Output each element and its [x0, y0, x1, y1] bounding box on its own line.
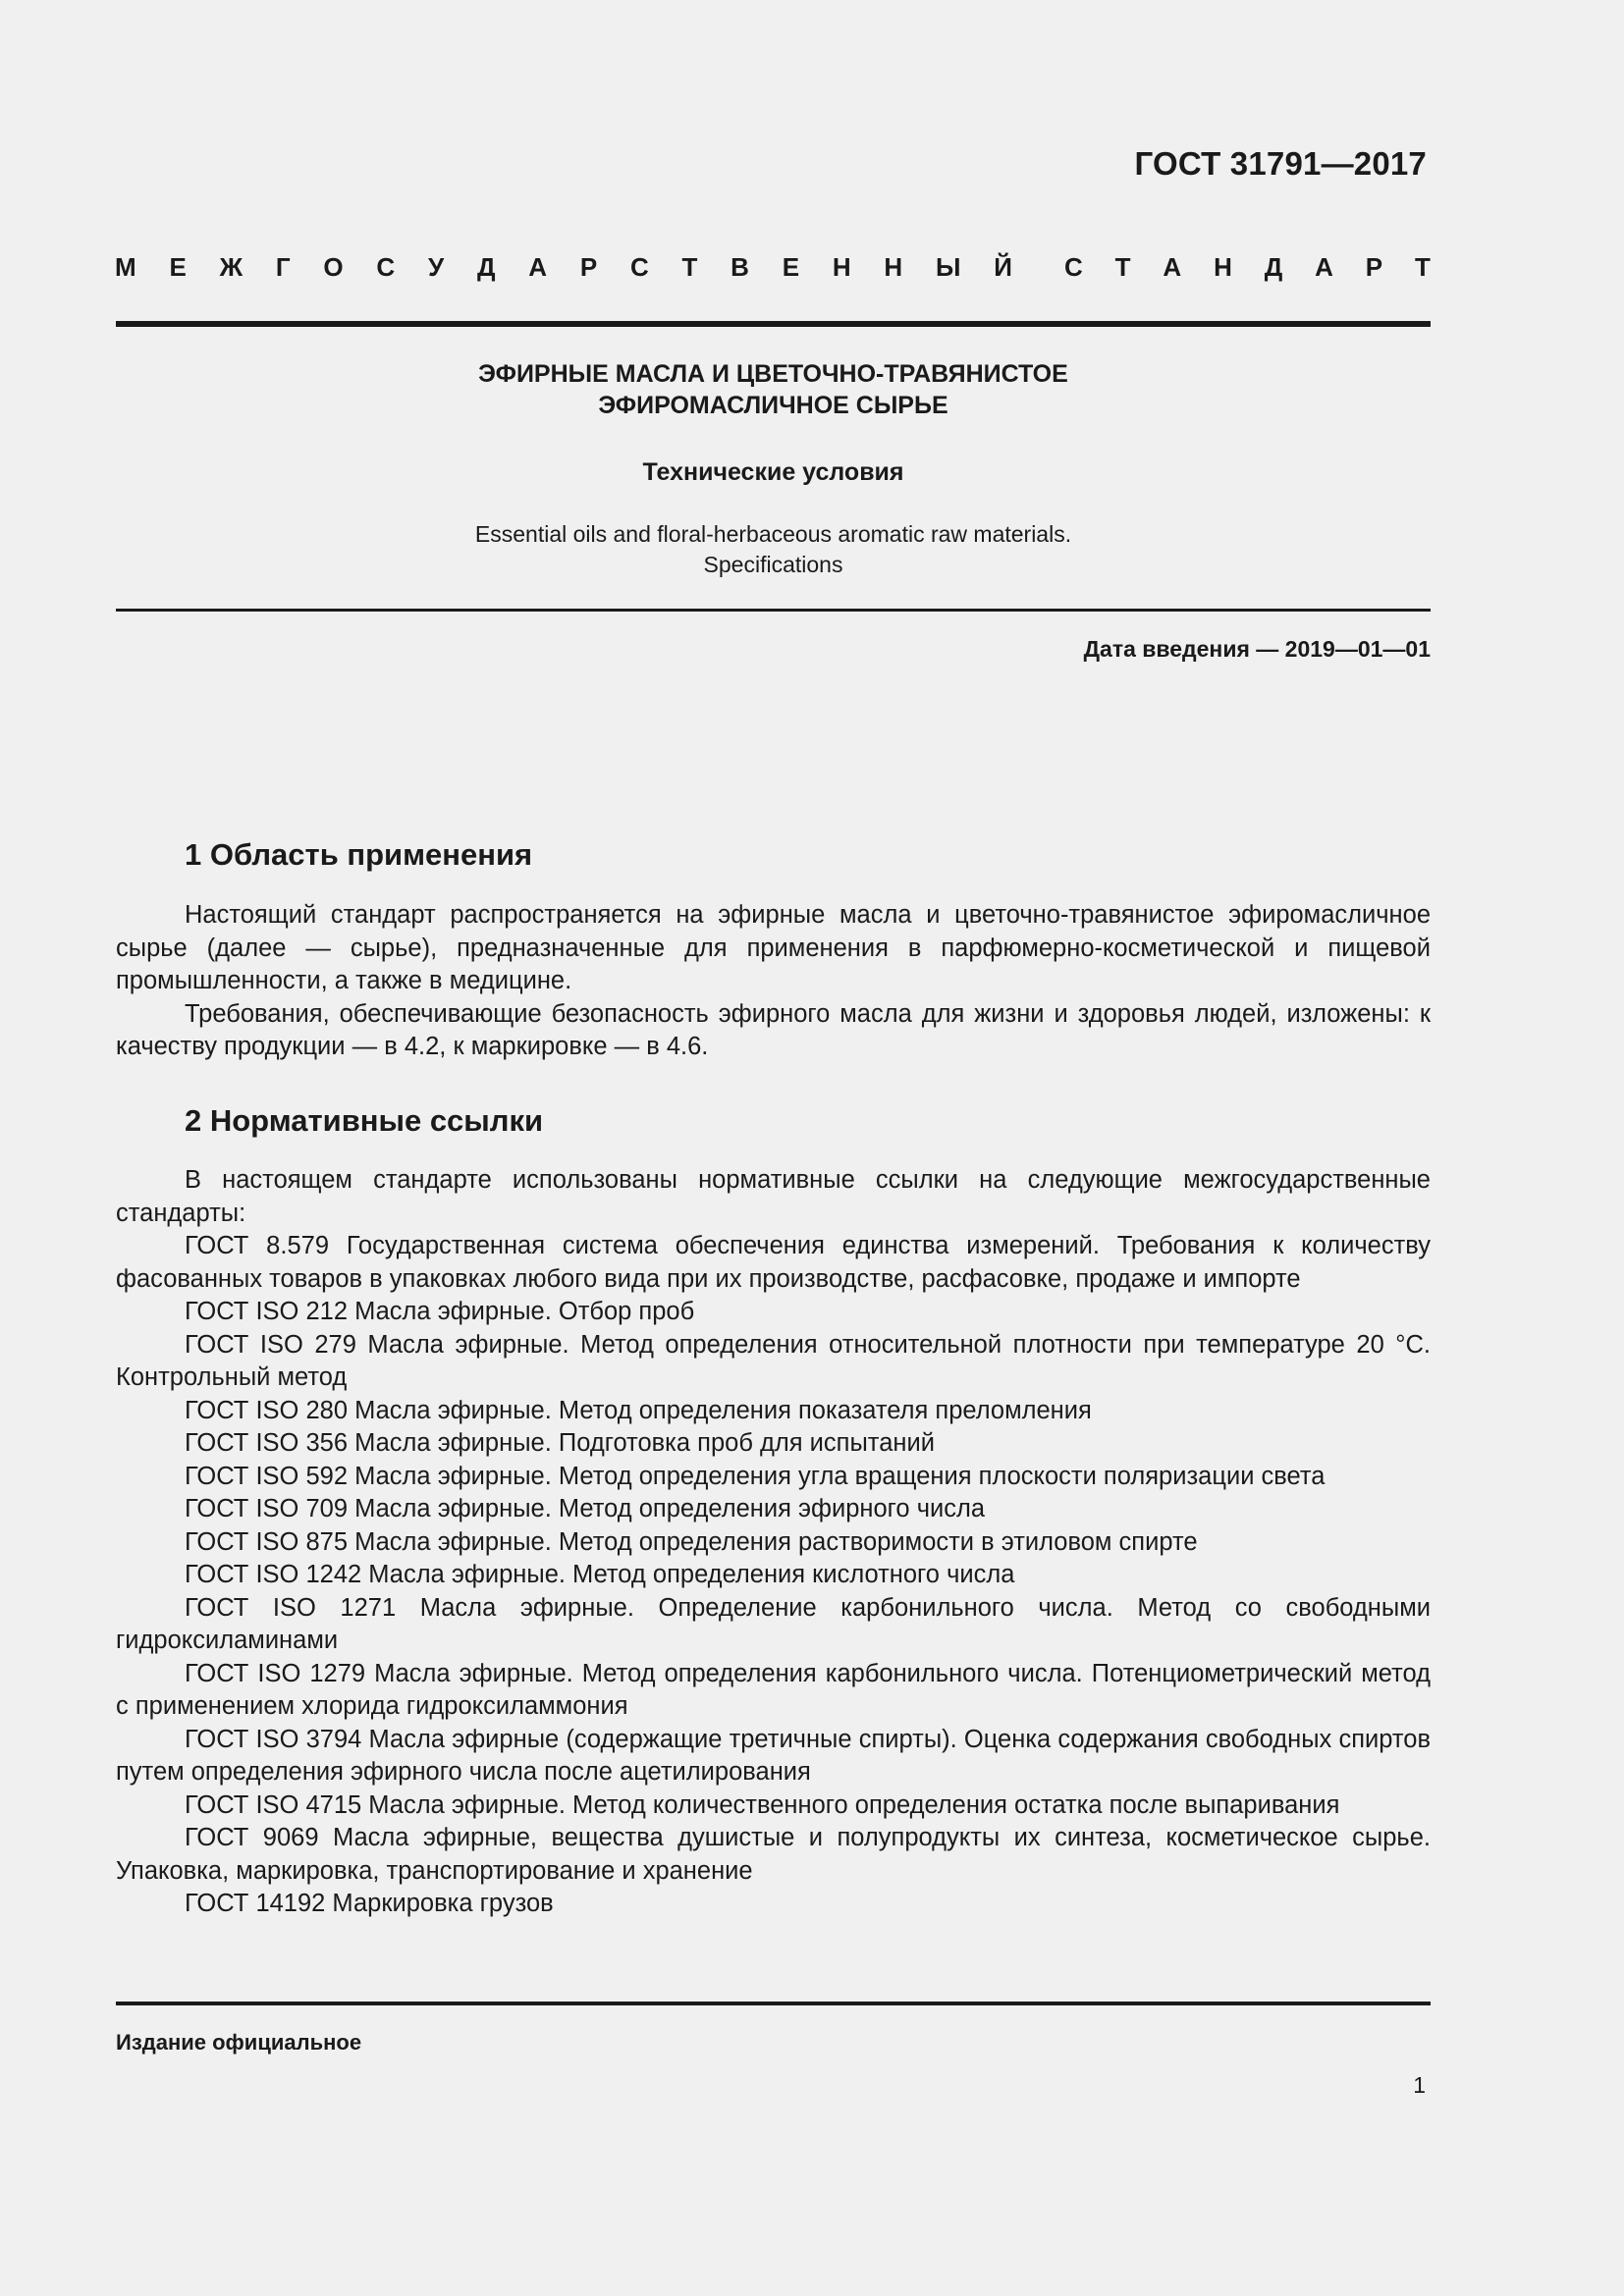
reference-item: ГОСТ ISO 356 Масла эфирные. Подготовка проб для испытаний — [185, 1429, 935, 1457]
reference-item: ГОСТ ISO 875 Масла эфирные. Метод определения растворимости в этиловом спирте — [185, 1527, 1198, 1556]
page-number: 1 — [1413, 2072, 1426, 2098]
section-body — [116, 899, 1431, 1064]
banner-letter: Т — [1415, 252, 1431, 282]
title-line: ЭФИРОМАСЛИЧНОЕ СЫРЬЕ — [598, 392, 948, 419]
section-heading: 1 Область применения — [185, 837, 533, 872]
banner-letter: С — [376, 252, 396, 282]
banner-letter: Й — [994, 252, 1012, 282]
footer-rule — [116, 2002, 1431, 2005]
banner-letter: Ж — [219, 252, 244, 282]
reference-item: ГОСТ ISO 1242 Масла эфирные. Метод определения кислотного числа — [185, 1561, 1015, 1588]
reference-item: ГОСТ ISO 592 Масла эфирные. Метод определения угла вращения плоскости поляризации света — [185, 1462, 1326, 1490]
banner-letter: Е — [782, 252, 800, 282]
banner-letter: А — [528, 252, 548, 282]
banner-letter: Н — [1214, 252, 1232, 282]
paragraph: Требования, обеспечивающие безопасность эфирного масла для жизни и здоровья людей, изложены: к качеству продукции — в 4.2, к маркировке — в 4.6. — [116, 999, 1431, 1060]
header-rule — [116, 321, 1431, 327]
document-subtitle: Технические условия — [642, 458, 904, 486]
paragraph: В настоящем стандарте использованы нормативные ссылки на следующие межгосударственные стандарты: — [116, 1166, 1431, 1227]
interstate-word — [115, 252, 1012, 283]
reference-item: ГОСТ ISO 4715 Масла эфирные. Метод количественного определения остатка после выпаривания — [185, 1790, 1340, 1819]
banner-letter: М — [115, 252, 136, 282]
paragraph: Настоящий стандарт распространяется на эфирные масла и цветочно-травянистое эфиромасличное сырье (далее — сырье), предназначенные для применения в парфюмерно-косметической и пищевой промышленности, а также в медицине. — [116, 901, 1431, 994]
document-title — [116, 358, 1431, 421]
reference-item: ГОСТ ISO 1279 Масла эфирные. Метод определения карбонильного числа. Потенциометрический метод с применением хлорида гидроксиламмония — [116, 1659, 1431, 1720]
standard-word — [1064, 252, 1431, 283]
banner-letter: С — [1064, 252, 1083, 282]
banner-letter: А — [1163, 252, 1182, 282]
banner-letter: Р — [1365, 252, 1383, 282]
reference-item: ГОСТ ISO 279 Масла эфирные. Метод определения относительной плотности при температуре 20 °С. Контрольный метод — [116, 1330, 1431, 1391]
banner-letter: Е — [169, 252, 187, 282]
title-rule — [116, 609, 1431, 612]
english-title-line: Specifications — [703, 552, 843, 577]
reference-item: ГОСТ 9069 Масла эфирные, вещества душистые и полупродукты их синтеза, косметическое сырье. Упаковка, маркировка, транспортирование и хранение — [116, 1824, 1431, 1885]
english-title-line: Essential oils and floral-herbaceous aromatic raw materials. — [474, 521, 1072, 547]
banner-letter: Р — [579, 252, 598, 282]
banner-letter: Н — [832, 252, 851, 282]
banner-letter: Д — [476, 252, 496, 282]
reference-item: ГОСТ 8.579 Государственная система обеспечения единства измерений. Требования к количеству фасованных товаров в упаковках любого вида при их производстве, расфасовке, продаже и импорте — [116, 1232, 1431, 1293]
banner-letter: Д — [1264, 252, 1283, 282]
banner-letter: Ы — [935, 252, 961, 282]
banner-letter: В — [731, 252, 749, 282]
english-title — [116, 519, 1431, 580]
official-edition-label: Издание официальное — [116, 2030, 362, 2055]
banner-letter: Т — [1114, 252, 1131, 282]
banner-letter: С — [629, 252, 649, 282]
section-body — [116, 1164, 1431, 1921]
banner-letter: Н — [884, 252, 903, 282]
banner-letter: У — [427, 252, 445, 282]
reference-item: ГОСТ 14192 Маркировка грузов — [185, 1890, 554, 1917]
title-line: ЭФИРНЫЕ МАСЛА И ЦВЕТОЧНО-ТРАВЯНИСТОЕ — [478, 360, 1068, 388]
banner-letter: О — [323, 252, 344, 282]
banner-letter: Т — [681, 252, 698, 282]
banner-letter: Г — [275, 252, 291, 282]
section-heading: 2 Нормативные ссылки — [185, 1103, 544, 1138]
reference-item: ГОСТ ISO 3794 Масла эфирные (содержащие третичные спирты). Оценка содержания свободных спиртов путем определения эфирного числа после ацетилирования — [116, 1725, 1431, 1786]
reference-item: ГОСТ ISO 280 Масла эфирные. Метод определения показателя преломления — [185, 1396, 1092, 1424]
reference-item: ГОСТ ISO 1271 Масла эфирные. Определение карбонильного числа. Метод со свободными гидроксиламинами — [116, 1593, 1431, 1654]
reference-item: ГОСТ ISO 709 Масла эфирные. Метод определения эфирного числа — [185, 1495, 986, 1522]
reference-item: ГОСТ ISO 212 Масла эфирные. Отбор проб — [185, 1298, 695, 1325]
banner-letter: А — [1315, 252, 1333, 282]
interstate-standard-banner — [115, 252, 1431, 283]
introduction-date: Дата введения — 2019—01—01 — [1083, 636, 1431, 662]
standard-code: ГОСТ 31791—2017 — [1134, 145, 1427, 182]
